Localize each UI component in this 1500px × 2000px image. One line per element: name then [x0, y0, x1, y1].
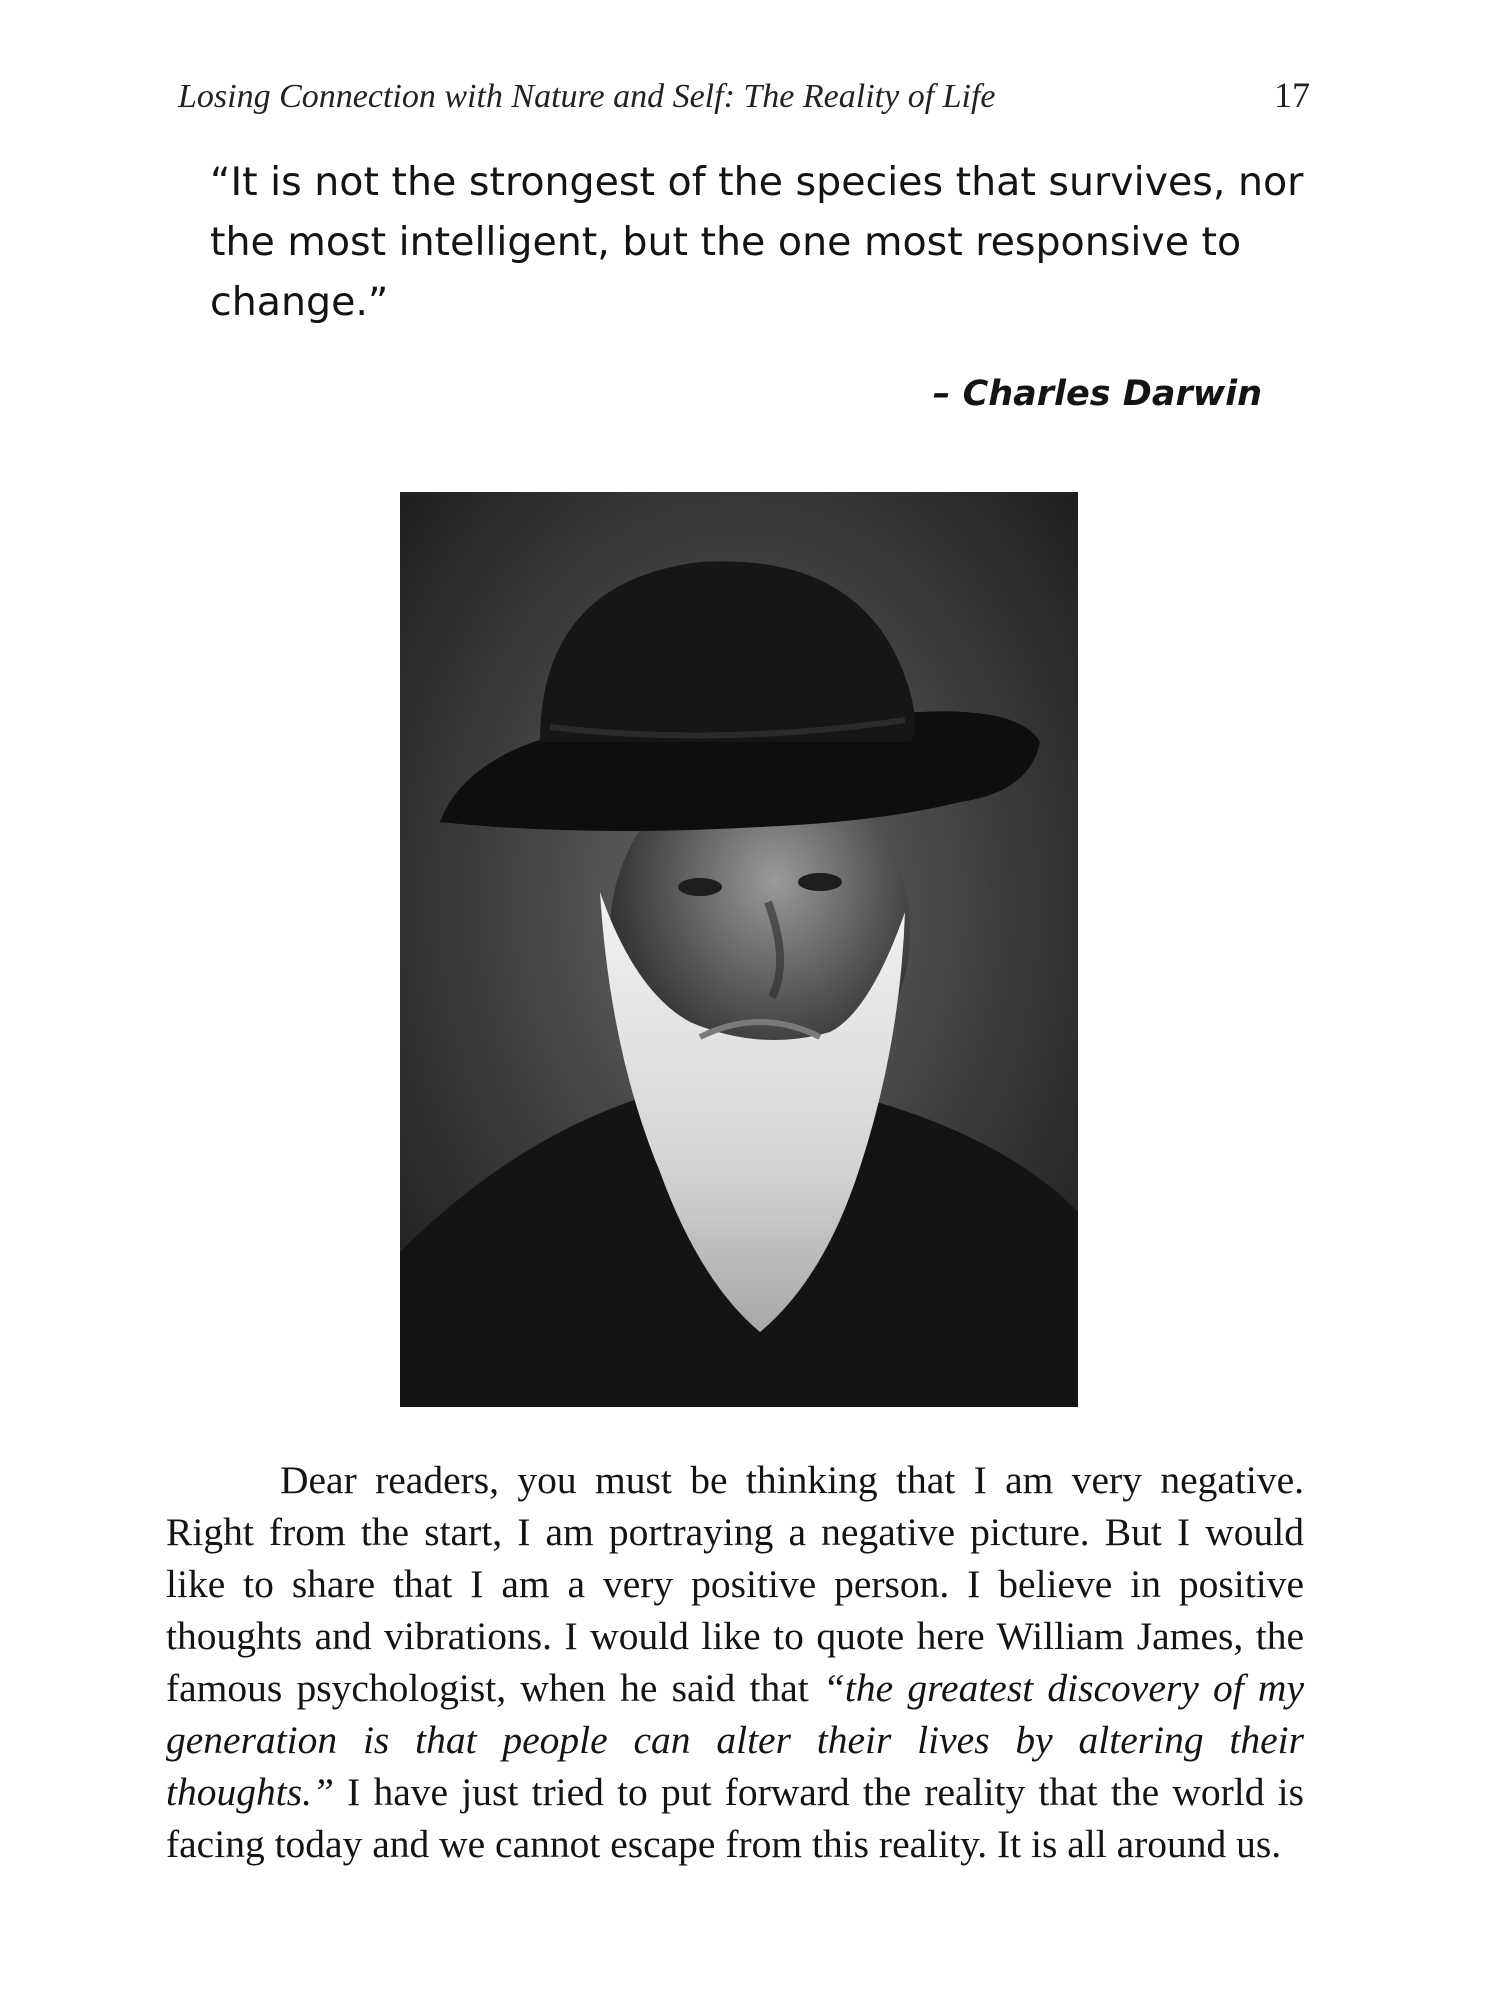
page-number: 17 — [1274, 75, 1310, 115]
william-james-quote: “the greatest discovery of my generation is that people can alter their lives by altering their thoughts.” — [166, 1666, 1304, 1814]
portrait-illustration — [400, 492, 1078, 1407]
epigraph-quote: “It is not the strongest of the species that survives, nor the most intelligent, but the one most responsive to change.” — [210, 159, 1304, 325]
running-header — [178, 74, 1318, 124]
body-paragraph — [166, 1454, 1304, 1870]
paragraph-text-before-quote: Dear readers, you must be thinking that I am very negative. Right from the start, I am portraying a negative picture. But I would like to share that I am a very positive person. I believe in positive thoughts and vibrations. I would like to quote here William James, the famous psychologist, when he said that — [166, 1458, 1304, 1710]
epigraph — [210, 152, 1320, 332]
epigraph-attribution: – Charles Darwin — [932, 374, 1262, 414]
portrait-photo — [400, 492, 1078, 1407]
paragraph — [166, 1454, 1304, 1870]
paragraph-text-after-quote: I have just tried to put forward the reality that the world is facing today and we cannot escape from this reality. It is all around us. — [166, 1770, 1304, 1866]
running-title: Losing Connection with Nature and Self: The Reality of Life — [178, 78, 996, 115]
